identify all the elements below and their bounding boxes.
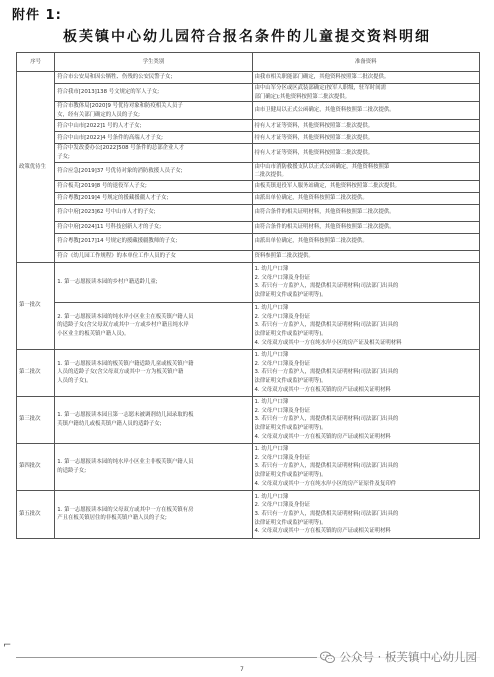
text-line: 4. 父母双方或其中一方在板芙镇的房产证或相关证明材料 xyxy=(254,433,391,440)
table-row xyxy=(17,233,480,250)
text-line: 持有人才证等资料，其他资料按照第二批次提供。 xyxy=(254,122,374,129)
text-line: 2. 父母户口簿及身份证 xyxy=(254,313,310,320)
text-line: 2. 第一志愿报读本园的纯水岸小区业主在板芙镇户籍人员 xyxy=(57,313,194,320)
text-line: 由派出单位确定，其他资料按照第二批次提供。 xyxy=(254,238,368,245)
text-line: 2. 父母户口簿及身份证 xyxy=(254,407,310,414)
text-line: 1. 第一志愿报读本园的纯水岸小区业主非板芙镇户籍人员 xyxy=(57,459,194,466)
materials-cell xyxy=(252,250,480,262)
text-line: 由我市相关职能部门确定，其他资料按照第二批次提供。 xyxy=(254,74,390,81)
category-cell xyxy=(55,132,252,144)
text-line: 符合中府[2023]62 号中山市人才的子女; xyxy=(57,209,156,216)
materials-table xyxy=(16,52,480,539)
text-line: 符合我市[2013]138 号文规定的军人子女; xyxy=(57,89,160,96)
text-line: 1. 幼儿户口簿 xyxy=(254,446,289,453)
text-line: 持有人才证等资料，其他资料按照第二批次提供。 xyxy=(254,149,374,156)
table-row xyxy=(17,180,480,192)
materials-cell xyxy=(252,162,480,180)
table-row xyxy=(17,443,480,490)
text-line: 2. 父母户口簿及身份证 xyxy=(254,502,310,509)
text-line: 符合市教体局[2020]9 号优待对象和防疫相关人员子 xyxy=(57,103,183,110)
text-line: 由符合条件的相关证明材料，其他资料按照第二批次提供。 xyxy=(254,209,395,216)
text-line: 由市卫健局以正式公函确定，其他资料按照第二批次提供。 xyxy=(254,107,395,114)
table-row xyxy=(17,250,480,262)
text-line: 4. 父母双方或其中一方在板芙镇的房产证或相关证明材料 xyxy=(254,386,391,393)
category-cell xyxy=(55,396,252,443)
text-line: 由中山市消防救援支队以正式公函确定，其他资料按照第 xyxy=(254,163,390,170)
text-line: 部门确定);其他资料按照第二批次提供。 xyxy=(254,93,351,100)
category-cell xyxy=(55,84,252,102)
text-line: 子女; xyxy=(57,153,70,160)
table-body xyxy=(17,72,480,539)
text-line: 法律证明文件或监护证明等)。 xyxy=(254,291,327,298)
text-line: 1. 幼儿户口簿 xyxy=(254,399,289,406)
text-line: 1. 第一志愿报读本园的板芙镇户籍适龄儿童或板芙镇户籍 xyxy=(57,360,194,367)
category-cell xyxy=(55,349,252,396)
text-line: 二批次提供。 xyxy=(254,172,287,179)
page-number: 7 xyxy=(240,666,244,673)
category-cell xyxy=(55,144,252,162)
text-line: 3. 若只有一方监护人，需提供相关证明材料(司法部门出具的 xyxy=(254,510,399,517)
text-line: 符合中发改委办公[2022]508 号条件的总部企业人才 xyxy=(57,145,185,152)
seq-cell-batch: 第一批次 xyxy=(17,262,55,349)
text-line: 3. 若只有一方监护人，需提供相关证明材料(司法部门出具的 xyxy=(254,369,399,376)
text-line: 产且在板芙镇居住的非板芙镇户籍人员的子女; xyxy=(57,515,167,522)
text-line: 的适龄子女(含父母双方或其中一方或乡村户籍且纯水岸 xyxy=(57,322,189,329)
text-line: 的适龄子女; xyxy=(57,467,87,474)
category-cell xyxy=(55,302,252,349)
text-line: 法律证明文件或监护证明等)。 xyxy=(254,425,327,432)
text-line: 2. 父母户口簿及身份证 xyxy=(254,274,310,281)
text-line: 符合中山市[2022]1 号的人才子女; xyxy=(57,122,142,129)
text-line: 3. 若只有一方监护人，需提供相关证明材料(司法部门出具的 xyxy=(254,416,399,423)
text-line: 1. 第一志愿报读本园且第一志愿未被调剂幼儿园录取的板 xyxy=(57,412,194,419)
text-line: 符合市公安局和因公牺牲、伤残的公安民警子女; xyxy=(57,74,173,81)
text-line: 法律证明文件或监护证明等)。 xyxy=(254,378,327,385)
text-line: 符合应急[2019]37 号优待对象的消防救援人员子女; xyxy=(57,167,183,174)
text-line: 由板芙镇退役军人服务站确定，其他资料按照第二批次提供。 xyxy=(254,182,401,189)
text-line: 符合板芙[2019]8 号的退役军人子女; xyxy=(57,182,147,189)
category-cell xyxy=(55,262,252,302)
materials-cell xyxy=(252,262,480,302)
text-line: 符合中山市[2022]4 号条件的高端人才子女; xyxy=(57,134,163,141)
text-line: 4. 父母双方或其中一方在纯水岸小区的房产证原件及复印件 xyxy=(254,480,397,487)
text-line: 由中山军分区或区武装部确定(按军人职级，驻军时间需 xyxy=(254,85,386,91)
materials-cell xyxy=(252,396,480,443)
materials-cell xyxy=(252,84,480,102)
text-line: 1. 第一志愿报读本园的父母双方或其中一方在板芙镇有房 xyxy=(57,506,194,513)
seq-cell-batch: 第五批次 xyxy=(17,490,55,538)
category-cell xyxy=(55,162,252,180)
table-row xyxy=(17,490,480,538)
materials-cell xyxy=(252,144,480,162)
header-category: 学生类别 xyxy=(55,53,252,72)
attachment-label: 附件 1: xyxy=(12,8,62,23)
materials-cell xyxy=(252,180,480,192)
document-title: 板芙镇中心幼儿园符合报名条件的儿童提交资料明细 xyxy=(63,29,431,45)
seq-cell-policy: 政策优待生 xyxy=(17,72,55,263)
materials-cell xyxy=(252,302,480,349)
header-seq: 序号 xyxy=(17,53,55,72)
category-cell xyxy=(55,120,252,132)
page-corner-mark: ⌐ xyxy=(3,640,12,651)
text-line: 法律证明文件或监护证明等)。 xyxy=(254,519,327,526)
table-row xyxy=(17,204,480,221)
materials-cell xyxy=(252,204,480,221)
table-row xyxy=(17,192,480,204)
text-line: 由派出单位确定，其他资料按照第二批次提供。 xyxy=(254,194,368,201)
text-line: 法律证明文件或监护证明等)。 xyxy=(254,472,327,479)
category-cell xyxy=(55,180,252,192)
table-row xyxy=(17,102,480,120)
watermark xyxy=(317,648,480,666)
materials-cell xyxy=(252,490,480,538)
materials-cell xyxy=(252,233,480,250)
text-line: 1. 幼儿户口簿 xyxy=(254,266,289,273)
table-header-row xyxy=(17,53,480,72)
table-row xyxy=(17,120,480,132)
text-line: 持有人才证等资料，其他资料按照第二批次提供。 xyxy=(254,134,374,141)
category-cell xyxy=(55,250,252,262)
category-cell xyxy=(55,443,252,490)
category-cell xyxy=(55,490,252,538)
materials-cell xyxy=(252,102,480,120)
materials-cell xyxy=(252,443,480,490)
text-line: 3. 若只有一方监护人，需提供相关证明材料(司法部门出具的 xyxy=(254,322,399,329)
table-row xyxy=(17,302,480,349)
table-row xyxy=(17,396,480,443)
table-row xyxy=(17,162,480,180)
category-cell xyxy=(55,102,252,120)
text-line: 女，经有关部门确定的人员的子女; xyxy=(57,111,140,118)
table-row xyxy=(17,221,480,233)
table-row xyxy=(17,144,480,162)
table-row xyxy=(17,349,480,396)
table-row xyxy=(17,262,480,302)
category-cell xyxy=(55,192,252,204)
text-line: 3. 若只有一方监护人，需提供相关证明材料(司法部门出具的 xyxy=(254,463,399,470)
category-cell xyxy=(55,204,252,221)
text-line: 1. 幼儿户口簿 xyxy=(254,305,289,312)
seq-cell-batch: 第四批次 xyxy=(17,443,55,490)
text-line: 符合中府[2024]11 号科技创新人才的子女; xyxy=(57,223,162,230)
table-row xyxy=(17,72,480,84)
category-cell xyxy=(55,221,252,233)
text-line: 符合《幼儿园工作规程》的本单位工作人员的子女 xyxy=(57,252,176,259)
category-cell xyxy=(55,233,252,250)
materials-cell xyxy=(252,120,480,132)
wechat-icon xyxy=(320,651,335,664)
text-line: 人员的适龄子女(含父母双方或其中一方为板芙镇户籍 xyxy=(57,369,184,376)
text-line: 1. 第一志愿报读本园的乡村户籍适龄儿童; xyxy=(57,278,158,285)
text-line: 1. 幼儿户口簿 xyxy=(254,352,289,359)
materials-cell xyxy=(252,221,480,233)
header-materials: 准备资料 xyxy=(252,53,480,72)
text-line: 人员的子女)。 xyxy=(57,378,92,385)
category-cell xyxy=(55,72,252,84)
text-line: 符合粤教[2017]14 号规定的援藏援疆教师的子女; xyxy=(57,238,178,245)
text-line: 3. 若只有一方监护人，需提供相关证明材料(司法部门出具的 xyxy=(254,283,399,290)
text-line: 1. 幼儿户口簿 xyxy=(254,493,289,500)
materials-cell xyxy=(252,192,480,204)
text-line: 符合粤教[2019]4 号规定的援藏援疆人才子女; xyxy=(57,194,169,201)
materials-cell xyxy=(252,349,480,396)
text-line: 资料参照第二批次提供。 xyxy=(254,252,314,259)
text-line: 法律证明文件或监护证明等)。 xyxy=(254,331,327,338)
text-line: 2. 父母户口簿及身份证 xyxy=(254,360,310,367)
text-line: 4. 父母双方或其中一方在板芙镇的房产证或相关证明材料 xyxy=(254,528,391,535)
text-line: 小区业主的板芙镇户籍人员)。 xyxy=(57,331,130,338)
text-line: 2. 父母户口簿及身份证 xyxy=(254,454,310,461)
table-row xyxy=(17,132,480,144)
materials-cell xyxy=(252,132,480,144)
text-line: 4. 父母双方或其中一方在纯水岸小区的房产证及相关证明材料 xyxy=(254,339,402,346)
seq-cell-batch: 第三批次 xyxy=(17,396,55,443)
materials-cell xyxy=(252,72,480,84)
watermark-text: 公众号 · 板芙镇中心幼儿园 xyxy=(339,650,477,664)
table-row xyxy=(17,84,480,102)
text-line: 芙镇户籍幼儿或板芙镇户籍人员的适龄子女; xyxy=(57,420,162,427)
seq-cell-batch: 第二批次 xyxy=(17,349,55,396)
text-line: 由符合条件的相关证明材料，其他资料按照第二批次提供。 xyxy=(254,223,395,230)
